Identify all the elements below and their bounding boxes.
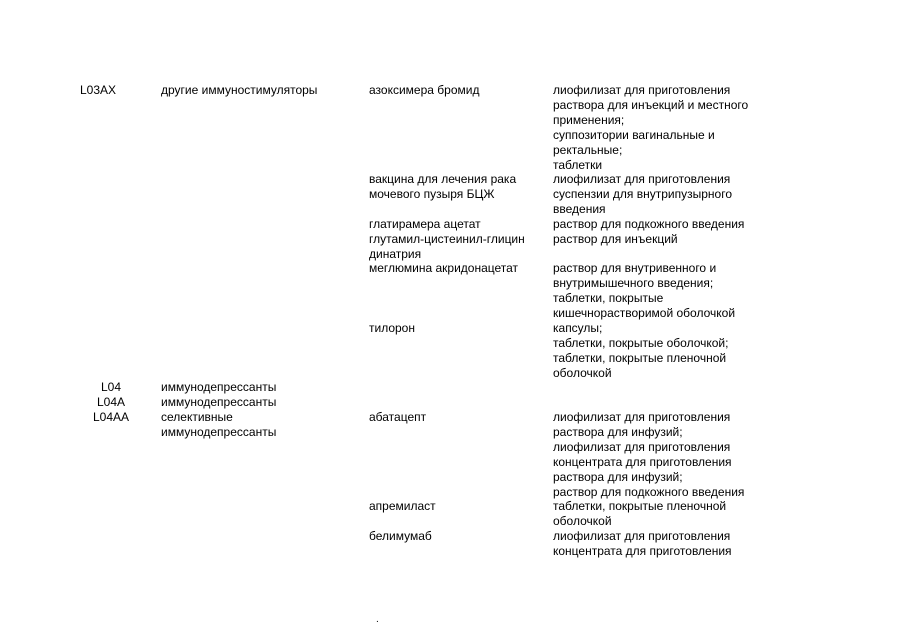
drug-name [369,83,544,98]
form-line: ректальные; [553,143,623,157]
dosage-form [553,83,813,173]
form-line: оболочкой [553,366,612,380]
form-line: лиофилизат для приготовления [553,172,731,186]
form-line: введения [553,202,606,216]
page-mark: . [376,614,379,625]
drug-name [369,232,544,262]
drug-line: азоксимера бромид [369,83,480,97]
group-line: иммунодепрессанты [161,395,277,409]
group-name [161,395,351,410]
form-line: раствора для инфузий; [553,425,683,439]
drug-line: белимумаб [369,529,432,543]
drug-line: апремиласт [369,499,436,513]
form-line: раствор для внутривенного и [553,261,717,275]
group-name [161,380,351,395]
drug-name [369,261,544,276]
form-line: таблетки [553,158,603,172]
group-name [161,83,351,98]
dosage-form [553,529,813,559]
form-line: концентрата для приготовления [553,544,732,558]
form-line: таблетки, покрытые пленочной [553,499,727,513]
drug-name [369,499,544,514]
drug-name [369,410,544,425]
form-line: суспензии для внутрипузырного [553,187,733,201]
drug-name [369,321,544,336]
drug-line: меглюмина акридонацетат [369,261,519,275]
drug-line: абатацепт [369,410,427,424]
drug-line: динатрия [369,247,422,261]
form-line: раствор для инъекций [553,232,678,246]
drug-line: вакцина для лечения рака [369,172,517,186]
dosage-form [553,410,813,500]
dosage-form [553,499,813,529]
form-line: раствора для инъекций и местного [553,98,749,112]
form-line: оболочкой [553,514,612,528]
drug-line: глутамил-цистеинил-глицин [369,232,525,246]
drug-name [369,529,544,544]
form-line: лиофилизат для приготовления [553,410,731,424]
group-line: другие иммуностимуляторы [161,83,318,97]
drug-line: глатирамера ацетат [369,217,481,231]
group-line: селективные [161,410,233,424]
atc-code: L03AX [80,83,117,97]
form-line: таблетки, покрытые пленочной [553,351,727,365]
dosage-form [553,232,813,247]
group-line: иммунодепрессанты [161,425,277,439]
atc-code: L04 [100,380,122,394]
form-line: раствор для подкожного введения [553,217,745,231]
dosage-form [553,321,813,381]
form-line: применения; [553,113,625,127]
atc-code: L04AA [92,410,130,424]
group-name [161,410,351,440]
form-line: лиофилизат для приготовления [553,440,731,454]
form-line: кишечнорастворимой оболочкой [553,306,736,320]
form-line: раствор для подкожного введения [553,485,745,499]
drug-line: мочевого пузыря БЦЖ [369,187,495,201]
form-line: лиофилизат для приготовления [553,529,731,543]
form-line: таблетки, покрытые оболочкой; [553,336,729,350]
form-line: капсулы; [553,321,603,335]
drug-name [369,172,544,202]
form-line: внутримышечного введения; [553,276,714,290]
dosage-form [553,172,813,217]
drug-line: тилорон [369,321,415,335]
form-line: концентрата для приготовления [553,455,732,469]
form-line: таблетки, покрытые [553,291,664,305]
group-line: иммунодепрессанты [161,380,277,394]
form-line: лиофилизат для приготовления [553,83,731,97]
form-line: раствора для инфузий; [553,470,683,484]
atc-code: L04A [96,395,126,409]
dosage-form [553,261,813,321]
drug-name [369,217,544,232]
form-line: суппозитории вагинальные и [553,128,715,142]
dosage-form [553,217,813,232]
